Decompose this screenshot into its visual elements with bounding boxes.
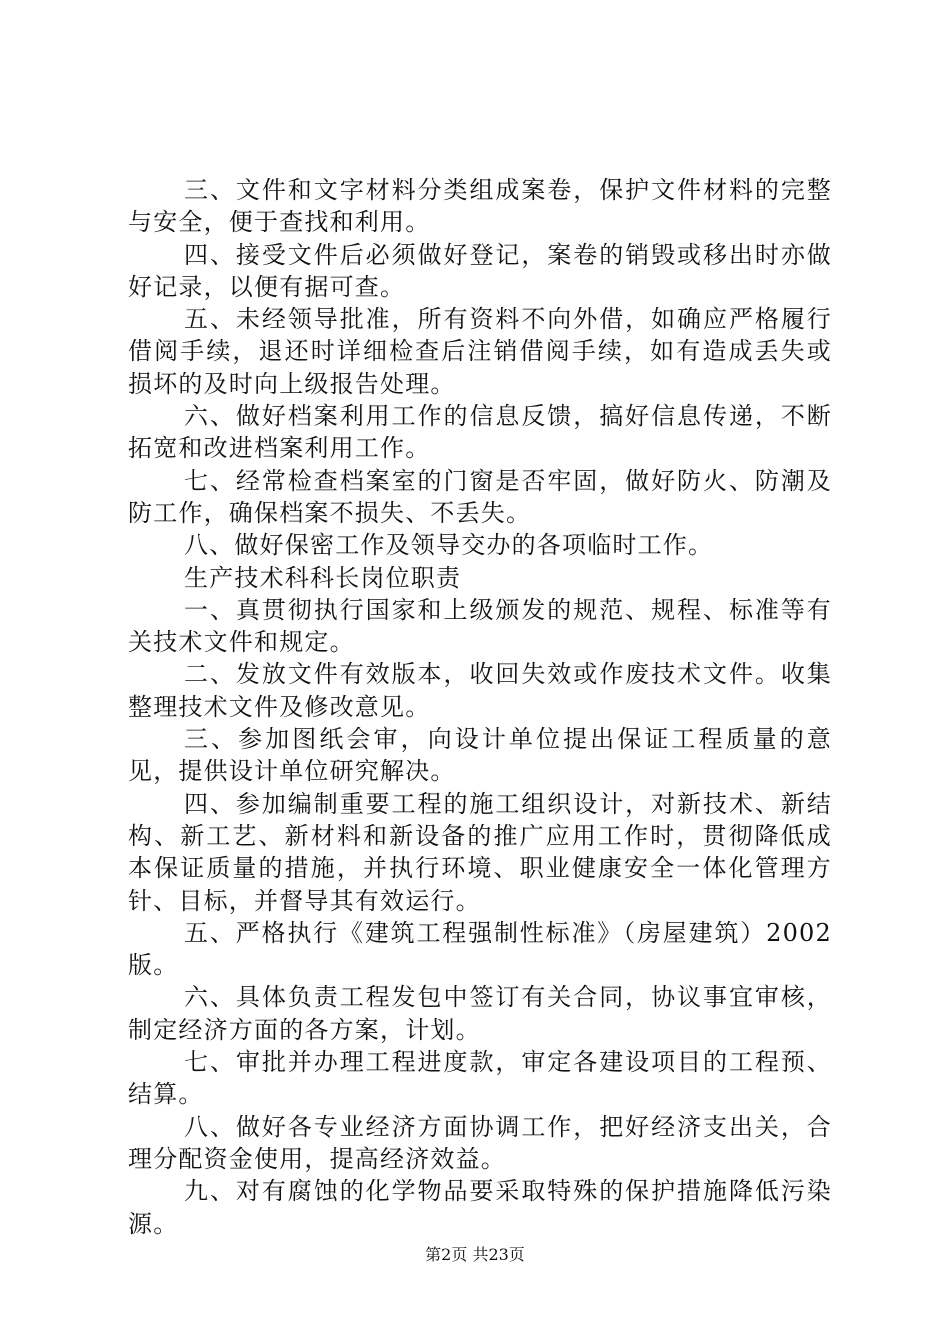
paragraph-11: 五、严格执行《建筑工程强制性标准》（房屋建筑）2002版。 (128, 918, 832, 980)
paragraph-2: 四、接受文件后必须做好登记，案卷的销毁或移出时亦做好记录，以便有据可查。 (128, 240, 832, 301)
paragraph-9: 三、参加图纸会审，向设计单位提出保证工程质量的意见，提供设计单位研究解决。 (128, 725, 832, 786)
paragraph-1: 三、文件和文字材料分类组成案卷，保护文件材料的完整与安全，便于查找和利用。 (128, 176, 832, 237)
document-body (128, 174, 832, 1240)
paragraph-13: 七、审批并办理工程进度款，审定各建设项目的工程预、结算。 (128, 1048, 832, 1109)
paragraph-6: 八、做好保密工作及领导交办的各项临时工作。 (184, 531, 714, 560)
section-heading: 生产技术科科长岗位职责 (184, 563, 462, 592)
paragraph-5: 七、经常检查档案室的门窗是否牢固，做好防火、防潮及防工作，确保档案不损失、不丢失。 (128, 466, 832, 527)
paragraph-7: 一、真贯彻执行国家和上级颁发的规范、规程、标准等有关技术文件和规定。 (128, 595, 832, 657)
paragraph-10: 四、参加编制重要工程的施工组织设计，对新技术、新结构、新工艺、新材料和新设备的推广应用工作时，贯彻降低成本保证质量的措施，并执行环境、职业健康安全一体化管理方针、目标，并督导其有效运行。 (128, 789, 832, 915)
paragraph-12: 六、具体负责工程发包中签订有关合同，协议事宜审核，制定经济方面的各方案，计划。 (128, 983, 832, 1044)
paragraph-3: 五、未经领导批准，所有资料不向外借，如确应严格履行借阅手续，退还时详细检查后注销借阅手续，如有造成丢失或损坏的及时向上级报告处理。 (128, 305, 832, 398)
page-number-footer: 第2页 共23页 (425, 1245, 525, 1264)
paragraph-4: 六、做好档案利用工作的信息反馈，搞好信息传递，不断拓宽和改进档案利用工作。 (128, 402, 832, 463)
paragraph-8: 二、发放文件有效版本，收回失效或作废技术文件。收集整理技术文件及修改意见。 (128, 660, 832, 721)
paragraph-15: 九、对有腐蚀的化学物品要采取特殊的保护措施降低污染源。 (128, 1177, 832, 1238)
paragraph-14: 八、做好各专业经济方面协调工作，把好经济支出关，合理分配资金使用，提高经济效益。 (128, 1112, 832, 1173)
